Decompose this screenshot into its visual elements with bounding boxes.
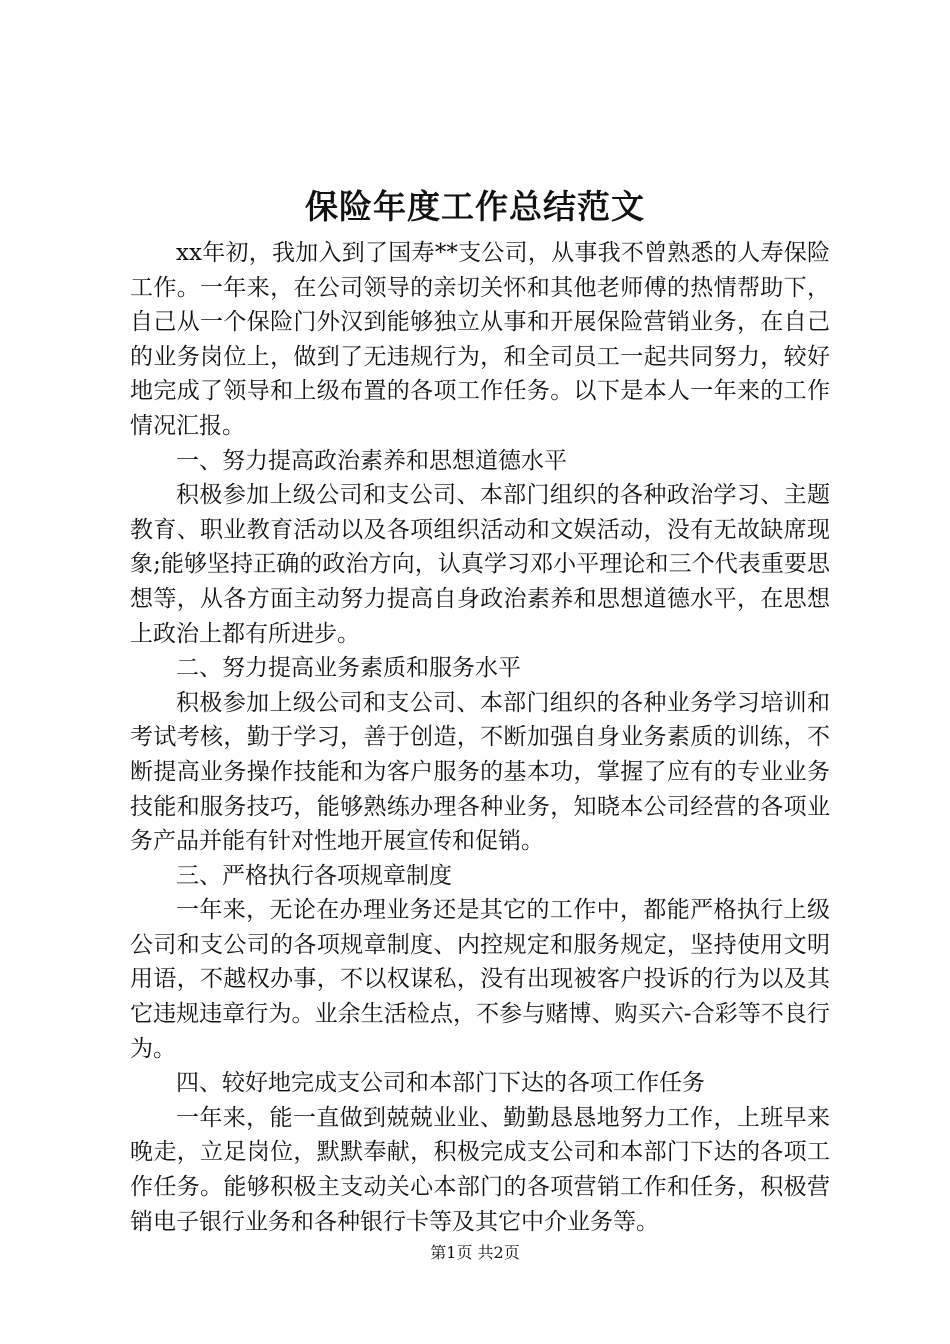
section-paragraph-4: 一年来，能一直做到兢兢业业、勤勤恳恳地努力工作，上班早来晚走，立足岗位，默默奉献，积极完成支公司和本部门下达的各项工作任务。能够积极主支动关心本部门的各项营销工作和任务，积极营销电子银行业务和各种银行卡等及其它中介业务等。 <box>130 1104 830 1235</box>
intro-paragraph: xx年初，我加入到了国寿**支公司，从事我不曾熟悉的人寿保险工作。一年来，在公司领导的亲切关怀和其他老师傅的热情帮助下，自己从一个保险门外汉到能够独立从事和开展保险营销业务，在自己的业务岗位上，做到了无违规行为，和全司员工一起共同努力，较好地完成了领导和上级布置的各项工作任务。以下是本人一年来的工作情况汇报。 <box>130 240 830 439</box>
page-number-footer: 第1页 共2页 <box>430 1243 520 1262</box>
section-heading-4: 四、较好地完成支公司和本部门下达的各项工作任务 <box>176 1070 705 1097</box>
document-body <box>130 236 830 1239</box>
section-paragraph-3: 一年来，无论在办理业务还是其它的工作中，都能严格执行上级公司和支公司的各项规章制度、内控规定和服务规定，坚持使用文明用语，不越权办事，不以权谋私，没有出现被客户投诉的行为以及其它违规违章行为。业余生活检点，不参与赌博、购买六-合彩等不良行为。 <box>130 897 830 1062</box>
section-paragraph-2: 积极参加上级公司和支公司、本部门组织的各种业务学习培训和考试考核，勤于学习，善于创造，不断加强自身业务素质的训练，不断提高业务操作技能和为客户服务的基本功，掌握了应有的专业业务技能和服务技巧，能够熟练办理各种业务，知晓本公司经营的各项业务产品并能有针对性地开展宣传和促销。 <box>130 689 830 855</box>
document-title: 保险年度工作总结范文 <box>305 187 645 226</box>
section-paragraph-1: 积极参加上级公司和支公司、本部门组织的各种政治学习、主题教育、职业教育活动以及各项组织活动和文娱活动，没有无故缺席现象;能够坚持正确的政治方向，认真学习邓小平理论和三个代表重要思想等，从各方面主动努力提高自身政治素养和思想道德水平，在思想上政治上都有所进步。 <box>130 482 830 647</box>
section-heading-1: 一、努力提高政治素养和思想道德水平 <box>176 447 567 474</box>
section-heading-2: 二、努力提高业务素质和服务水平 <box>176 655 521 682</box>
section-heading-3: 三、严格执行各项规章制度 <box>176 862 452 889</box>
